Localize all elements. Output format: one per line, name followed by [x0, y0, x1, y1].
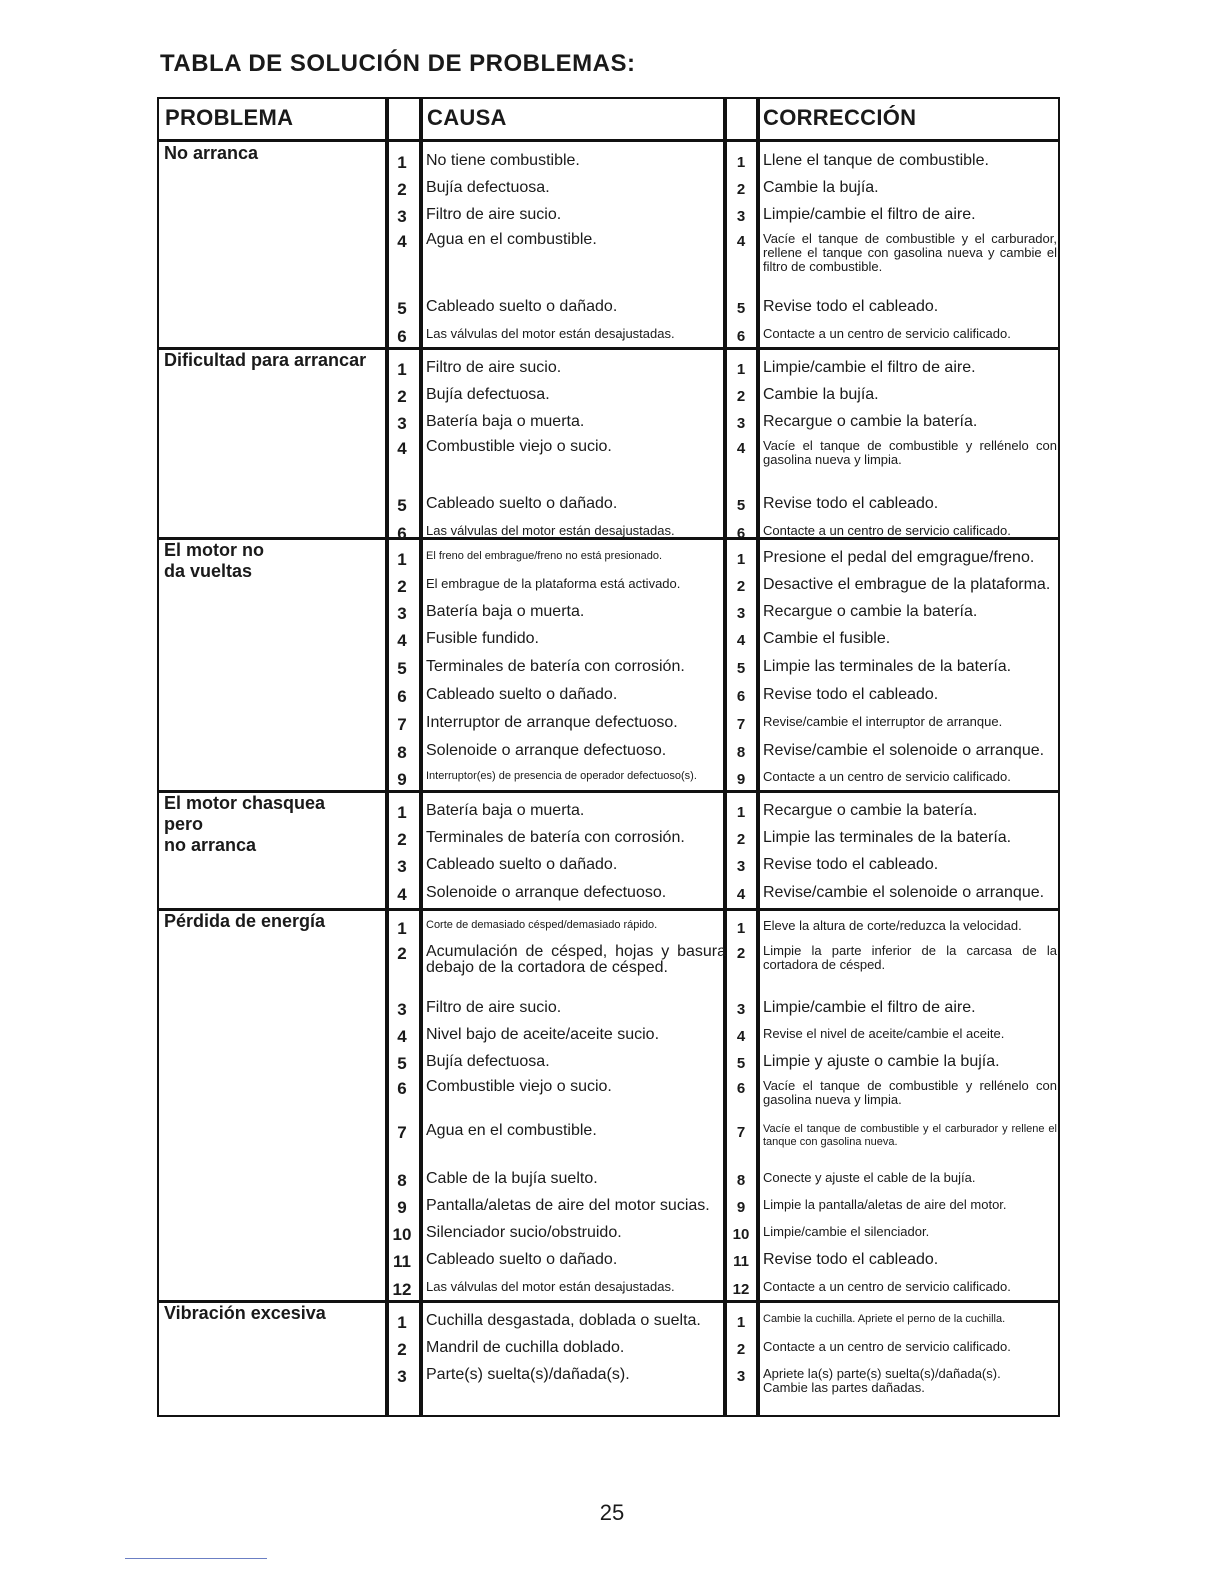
correction-text: Revise/cambie el solenoide o arranque. — [763, 742, 1045, 759]
cause-text: Bujía defectuosa. — [426, 1053, 550, 1070]
cause-number: 8 — [397, 1171, 407, 1190]
cause-number: 2 — [397, 830, 407, 849]
fix-number: 5 — [736, 1055, 746, 1072]
fix-number: 6 — [736, 525, 746, 542]
fix-number: 3 — [736, 415, 746, 432]
correction-text: Vacíe el tanque de combustible y rellénelo con gasolina nueva y limpia. — [763, 1078, 1057, 1107]
fix-number: 7 — [736, 716, 746, 733]
column-divider — [419, 99, 423, 1415]
correction-text: Revise todo el cableado. — [763, 495, 939, 512]
cause-text: El embrague de la plataforma está activado. — [426, 576, 681, 591]
fix-number: 1 — [736, 1314, 746, 1331]
cause-number: 1 — [397, 803, 407, 822]
correction-text: Recargue o cambie la batería. — [763, 802, 978, 819]
problem-label: No arranca — [164, 143, 259, 163]
correction-text: Presione el pedal del emgrague/freno. — [763, 549, 1035, 566]
cause-number: 1 — [397, 550, 407, 569]
correction-text: Limpie y ajuste o cambie la bujía. — [763, 1053, 1000, 1070]
correction-text: Cambie el fusible. — [763, 630, 891, 647]
cause-text: Cableado suelto o dañado. — [426, 686, 618, 703]
cause-text: Fusible fundido. — [426, 630, 539, 647]
fix-number: 6 — [736, 328, 746, 345]
cause-text: Terminales de batería con corrosión. — [426, 829, 685, 846]
cause-text: Cableado suelto o dañado. — [426, 495, 618, 512]
fix-number: 6 — [736, 1080, 746, 1097]
cause-text: Batería baja o muerta. — [426, 603, 585, 620]
cause-number: 4 — [397, 631, 407, 650]
cause-number: 10 — [392, 1225, 412, 1244]
cause-text: Interruptor(es) de presencia de operador defectuoso(s). — [426, 770, 697, 782]
fix-number: 1 — [736, 154, 746, 171]
fix-number: 2 — [736, 1341, 746, 1358]
correction-text: Limpie las terminales de la batería. — [763, 829, 1012, 846]
cause-number: 6 — [397, 524, 407, 543]
cause-number: 1 — [397, 153, 407, 172]
correction-text: Cambie la bujía. — [763, 386, 879, 403]
fix-number: 4 — [736, 233, 746, 250]
correction-text: Contacte a un centro de servicio calificado. — [763, 769, 1011, 784]
cause-number: 2 — [397, 180, 407, 199]
correction-text: Conecte y ajuste el cable de la bujía. — [763, 1170, 976, 1185]
cause-number: 3 — [397, 1000, 407, 1019]
cause-text: Solenoide o arranque defectuoso. — [426, 884, 667, 901]
correction-text: Revise todo el cableado. — [763, 1251, 939, 1268]
cause-number: 9 — [397, 770, 407, 789]
cause-number: 1 — [397, 360, 407, 379]
cause-number: 2 — [397, 1340, 407, 1359]
fix-number: 3 — [736, 858, 746, 875]
correction-text: Contacte a un centro de servicio calificado. — [763, 523, 1011, 538]
correction-text: Revise el nivel de aceite/cambie el aceite. — [763, 1026, 1005, 1041]
problem-label: El motor chasquea pero no arranca — [164, 793, 326, 855]
correction-text: Desactive el embrague de la plataforma. — [763, 576, 1051, 593]
fix-number: 4 — [736, 1028, 746, 1045]
fix-number: 9 — [736, 1199, 746, 1216]
cause-text: Cableado suelto o dañado. — [426, 856, 618, 873]
cause-number: 1 — [397, 919, 407, 938]
cause-text: Las válvulas del motor están desajustadas. — [426, 523, 675, 538]
cause-text: Mandril de cuchilla doblado. — [426, 1339, 625, 1356]
cause-text: Solenoide o arranque defectuoso. — [426, 742, 667, 759]
cause-text: Las válvulas del motor están desajustadas. — [426, 326, 675, 341]
correction-text: Vacíe el tanque de combustible y rellénelo con gasolina nueva y limpia. — [763, 438, 1057, 467]
cause-number: 3 — [397, 857, 407, 876]
cause-number: 3 — [397, 207, 407, 226]
cause-number: 8 — [397, 743, 407, 762]
fix-number: 12 — [732, 1281, 750, 1298]
fix-number: 6 — [736, 688, 746, 705]
correction-text: Limpie las terminales de la batería. — [763, 658, 1012, 675]
fix-number: 9 — [736, 771, 746, 788]
fix-number: 3 — [736, 605, 746, 622]
cause-number: 6 — [397, 1079, 407, 1098]
fix-number: 2 — [736, 945, 746, 962]
correction-text: Limpie/cambie el filtro de aire. — [763, 999, 976, 1016]
cause-text: Filtro de aire sucio. — [426, 206, 562, 223]
fix-number: 11 — [733, 1253, 749, 1270]
cause-text: Cable de la bujía suelto. — [426, 1170, 598, 1187]
correction-text: Apriete la(s) parte(s) suelta(s)/dañada(s). Cambie las partes dañadas. — [763, 1366, 1001, 1395]
fix-number: 2 — [736, 831, 746, 848]
cause-number: 2 — [397, 577, 407, 596]
header-divider — [159, 139, 1058, 142]
footer-line — [125, 1558, 267, 1559]
correction-text: Vacíe el tanque de combustible y el carburador, rellene el tanque con gasolina nueva y cambie el filtro de combustible. — [763, 231, 1057, 274]
fix-number: 1 — [736, 804, 746, 821]
cause-text: Filtro de aire sucio. — [426, 999, 562, 1016]
correction-text: Contacte a un centro de servicio calificado. — [763, 1339, 1011, 1354]
correction-text: Revise/cambie el interruptor de arranque. — [763, 714, 1003, 729]
cause-number: 3 — [397, 1367, 407, 1386]
cause-text: Combustible viejo o sucio. — [426, 438, 612, 455]
fix-number: 5 — [736, 300, 746, 317]
correction-text: Limpie/cambie el silenciador. — [763, 1224, 930, 1239]
cause-number: 5 — [397, 496, 407, 515]
correction-text: Revise/cambie el solenoide o arranque. — [763, 884, 1045, 901]
cause-text: Bujía defectuosa. — [426, 386, 550, 403]
cause-text: Combustible viejo o sucio. — [426, 1078, 612, 1095]
cause-number: 4 — [397, 439, 407, 458]
cause-text: Cableado suelto o dañado. — [426, 298, 618, 315]
page-title: TABLA DE SOLUCIÓN DE PROBLEMAS: — [160, 50, 636, 77]
cause-number: 4 — [397, 885, 407, 904]
fix-number: 1 — [736, 551, 746, 568]
cause-text: Terminales de batería con corrosión. — [426, 658, 685, 675]
cause-number: 4 — [397, 1027, 407, 1046]
header-causa: CAUSA — [427, 105, 507, 130]
fix-number: 5 — [736, 497, 746, 514]
cause-number: 3 — [397, 604, 407, 623]
problem-label: El motor no da vueltas — [164, 540, 264, 581]
cause-number: 2 — [397, 387, 407, 406]
fix-number: 4 — [736, 886, 746, 903]
correction-text: Revise todo el cableado. — [763, 298, 939, 315]
fix-number: 1 — [736, 920, 746, 937]
header-problema: PROBLEMA — [165, 105, 294, 130]
correction-text: Revise todo el cableado. — [763, 686, 939, 703]
correction-text: Contacte a un centro de servicio calificado. — [763, 326, 1011, 341]
cause-text: Nivel bajo de aceite/aceite sucio. — [426, 1026, 660, 1043]
fix-number: 4 — [736, 632, 746, 649]
cause-number: 5 — [397, 659, 407, 678]
fix-number: 2 — [736, 388, 746, 405]
cause-text: Agua en el combustible. — [426, 1122, 597, 1139]
fix-number: 4 — [736, 440, 746, 457]
cause-number: 6 — [397, 327, 407, 346]
correction-text: Limpie/cambie el filtro de aire. — [763, 206, 976, 223]
cause-text: Las válvulas del motor están desajustadas. — [426, 1279, 675, 1294]
correction-text: Llene el tanque de combustible. — [763, 152, 989, 169]
page-number: 25 — [599, 1500, 625, 1525]
cause-number: 4 — [397, 232, 407, 251]
fix-number: 2 — [736, 181, 746, 198]
cause-text: Pantalla/aletas de aire del motor sucias. — [426, 1197, 710, 1214]
cause-text: Batería baja o muerta. — [426, 802, 585, 819]
cause-text: Filtro de aire sucio. — [426, 359, 562, 376]
fix-number: 7 — [736, 1124, 746, 1141]
header-correccion: CORRECCIÓN — [763, 105, 917, 130]
correction-text: Cambie la cuchilla. Apriete el perno de la cuchilla. — [763, 1313, 1006, 1325]
cause-number: 6 — [397, 687, 407, 706]
cause-text: Agua en el combustible. — [426, 231, 597, 248]
cause-text: Batería baja o muerta. — [426, 413, 585, 430]
cause-text: Parte(s) suelta(s)/dañada(s). — [426, 1366, 630, 1383]
fix-number: 3 — [736, 1001, 746, 1018]
correction-text: Vacíe el tanque de combustible y el carburador y rellene el tanque con gasolina nueva. — [763, 1123, 1057, 1148]
fix-number: 3 — [736, 208, 746, 225]
cause-text: Acumulación de césped, hojas y basura debajo de la cortadora de césped. — [426, 943, 726, 976]
fix-number: 8 — [736, 744, 746, 761]
cause-number: 2 — [397, 944, 407, 963]
cause-number: 7 — [397, 1123, 407, 1142]
cause-number: 1 — [397, 1313, 407, 1332]
correction-text: Contacte a un centro de servicio calificado. — [763, 1279, 1011, 1294]
cause-text: Cableado suelto o dañado. — [426, 1251, 618, 1268]
correction-text: Recargue o cambie la batería. — [763, 413, 978, 430]
cause-number: 5 — [397, 1054, 407, 1073]
correction-text: Cambie la bujía. — [763, 179, 879, 196]
correction-text: Recargue o cambie la batería. — [763, 603, 978, 620]
fix-number: 5 — [736, 660, 746, 677]
cause-text: Cuchilla desgastada, doblada o suelta. — [426, 1312, 701, 1329]
cause-number: 5 — [397, 299, 407, 318]
correction-text: Revise todo el cableado. — [763, 856, 939, 873]
fix-number: 10 — [732, 1226, 750, 1243]
correction-text: Limpie la pantalla/aletas de aire del motor. — [763, 1197, 1007, 1212]
troubleshooting-table — [157, 97, 1060, 1417]
fix-number: 2 — [736, 578, 746, 595]
cause-text: El freno del embrague/freno no está presionado. — [426, 550, 663, 562]
correction-text: Eleve la altura de corte/reduzca la velocidad. — [763, 918, 1022, 933]
cause-text: Corte de demasiado césped/demasiado rápido. — [426, 919, 658, 931]
cause-text: Bujía defectuosa. — [426, 179, 550, 196]
cause-text: Interruptor de arranque defectuoso. — [426, 714, 678, 731]
correction-text: Limpie/cambie el filtro de aire. — [763, 359, 976, 376]
problem-label: Vibración excesiva — [164, 1303, 326, 1323]
cause-text: Silenciador sucio/obstruido. — [426, 1224, 622, 1241]
problem-label: Pérdida de energía — [164, 911, 326, 931]
fix-number: 8 — [736, 1172, 746, 1189]
cause-number: 12 — [392, 1280, 412, 1299]
cause-number: 9 — [397, 1198, 407, 1217]
cause-text: No tiene combustible. — [426, 152, 580, 169]
fix-number: 3 — [736, 1368, 746, 1385]
cause-number: 11 — [393, 1252, 411, 1271]
problem-label: Dificultad para arrancar — [164, 350, 367, 370]
cause-number: 7 — [397, 715, 407, 734]
cause-number: 3 — [397, 414, 407, 433]
fix-number: 1 — [736, 361, 746, 378]
correction-text: Limpie la parte inferior de la carcasa de la cortadora de césped. — [763, 943, 1057, 972]
